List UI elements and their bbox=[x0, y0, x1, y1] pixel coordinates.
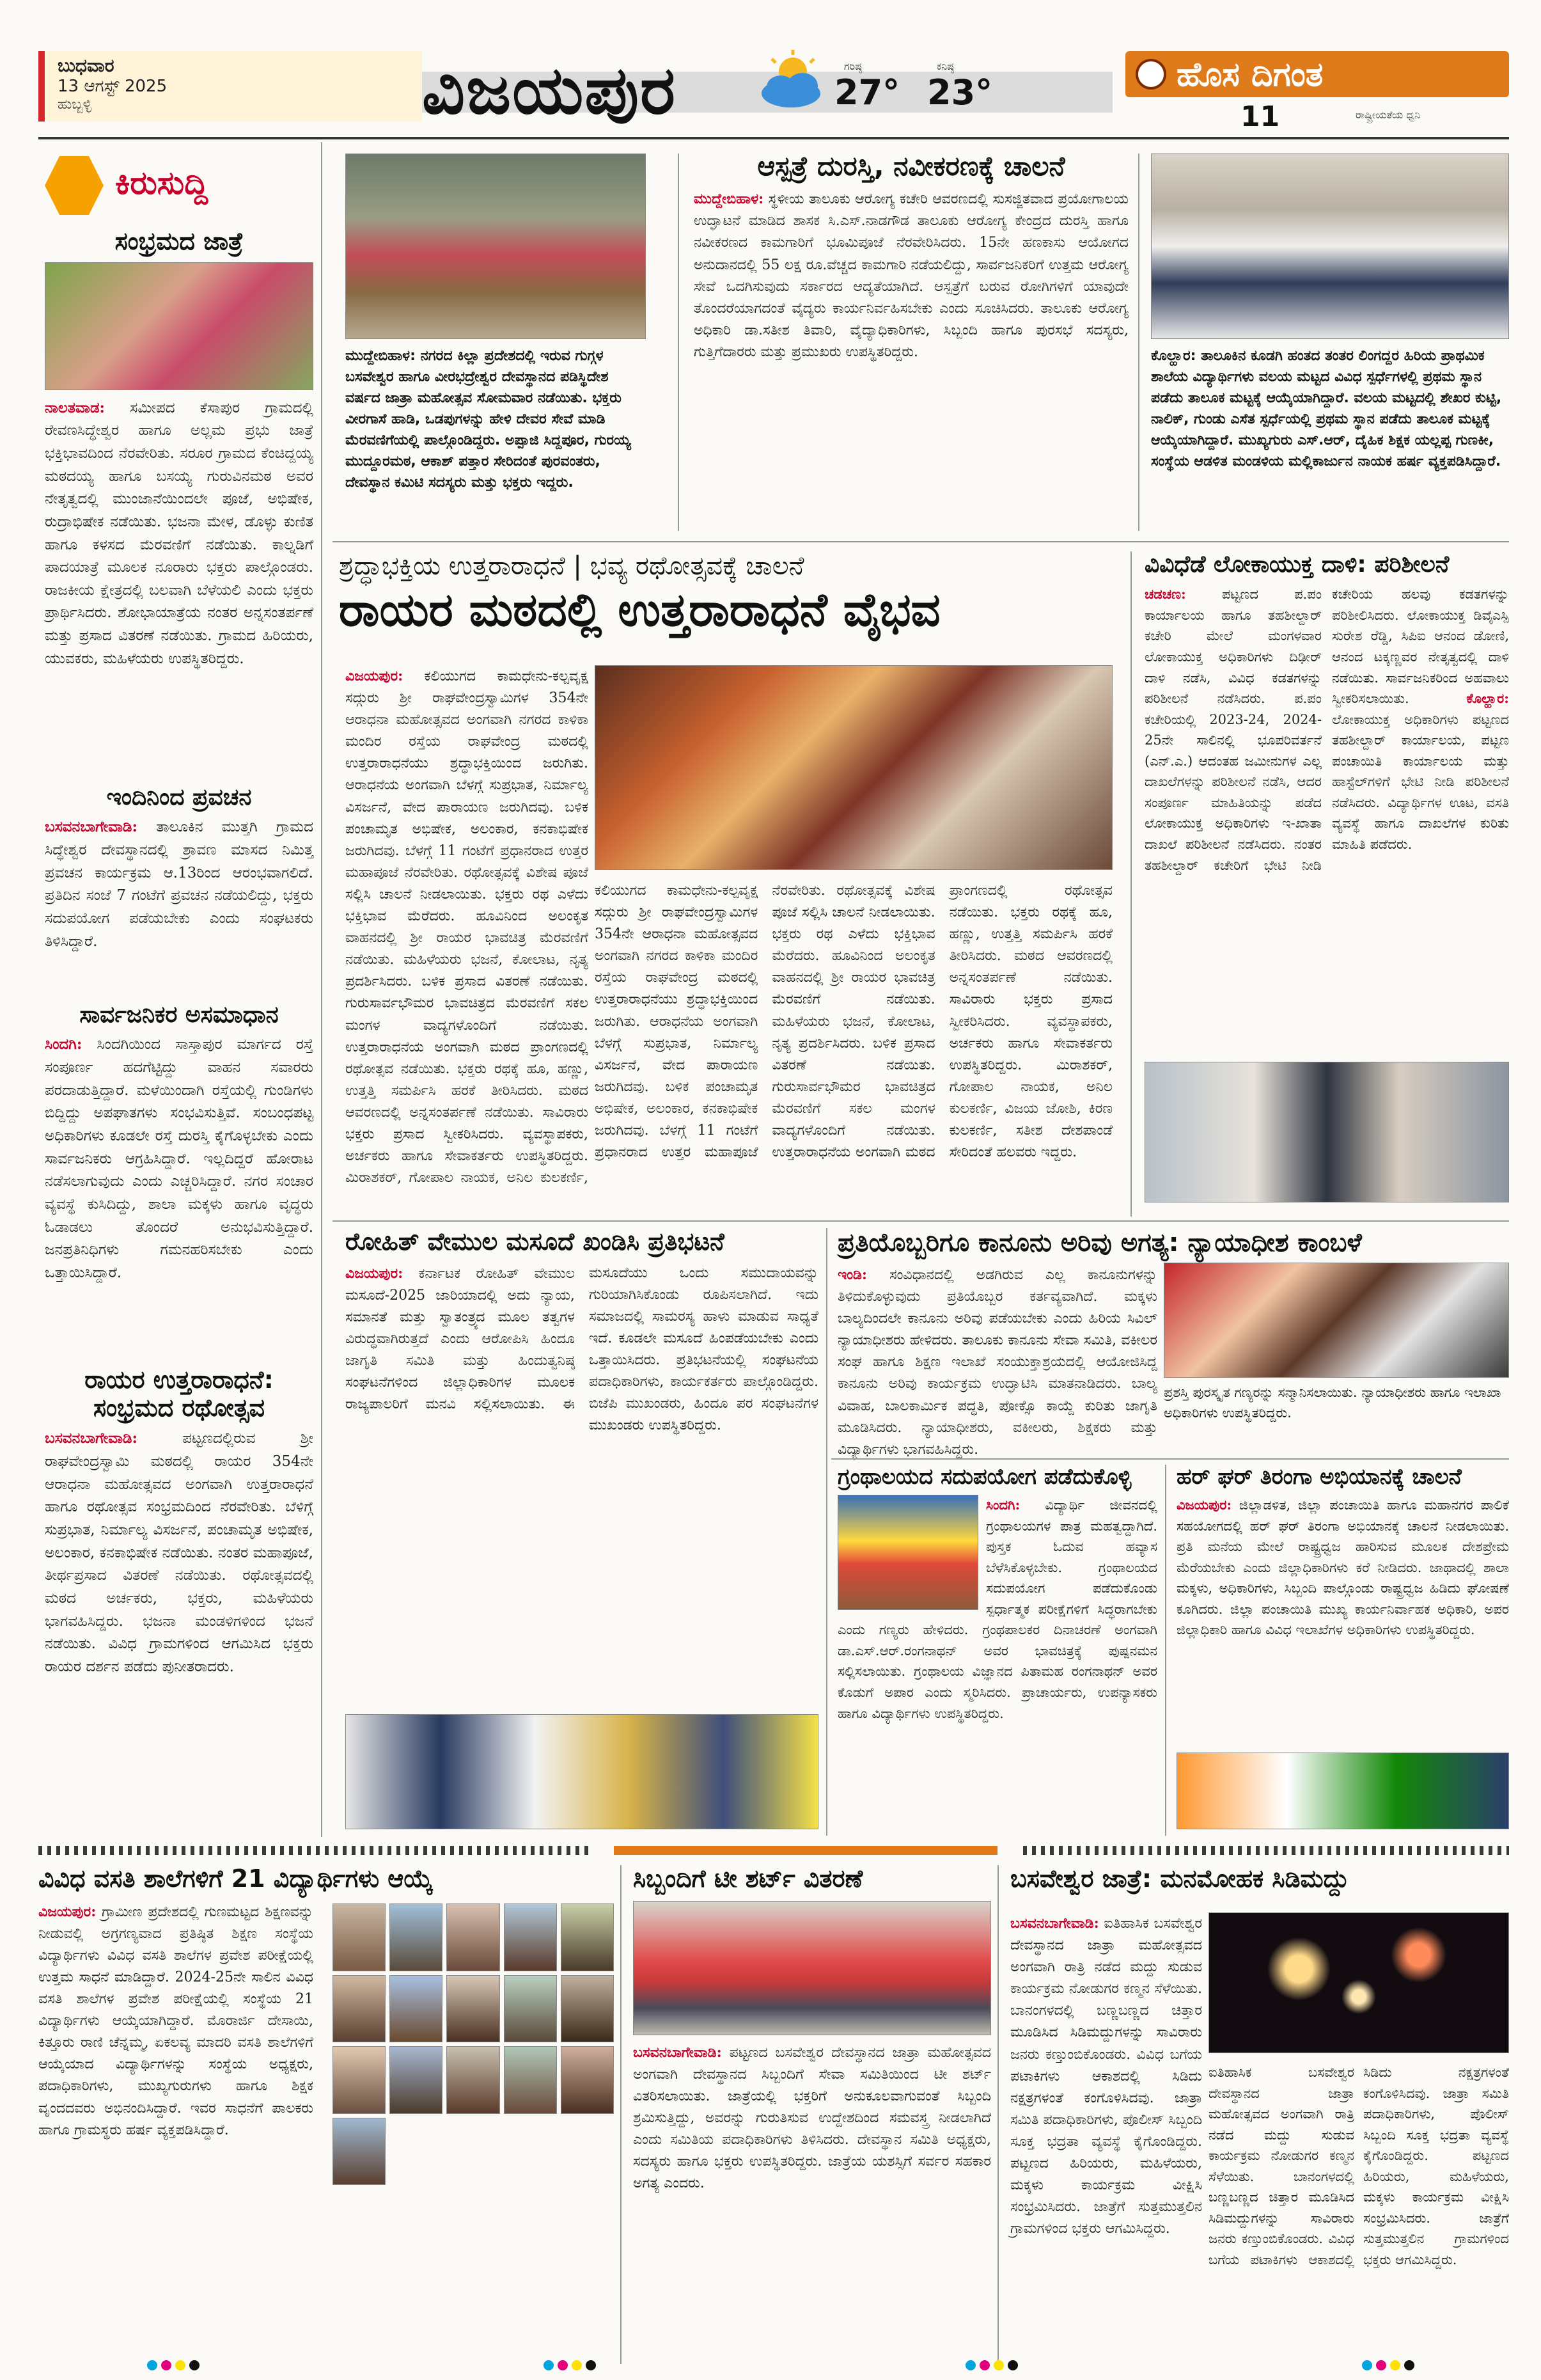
fireworks-body-left: ಬಸವನಬಾಗೇವಾಡಿ: ಐತಿಹಾಸಿಕ ಬಸವೇಶ್ವರ ದೇವಸ್ಥಾನದ ಜಾತ್ರಾ ಮಹೋತ್ಸವದ ಅಂಗವಾಗಿ ರಾತ್ರಿ ನಡೆದ ಮದ್ದು ಸುಡುವ ಕಾರ್ಯಕ್ರಮ ನೋಡುಗರ ಕಣ್ಮನ ಸೆಳೆಯಿತು. ಬಾನಂಗಳದಲ್ಲಿ ಬಣ್ಣಬಣ್ಣದ ಚಿತ್ತಾರ ಮೂಡಿಸಿದ ಸಿಡಿಮದ್ದುಗಳನ್ನು ಸಾವಿರಾರು ಜನರು ಕಣ್ತುಂಬಿಕೊಂಡರು. ವಿವಿಧ ಬಗೆಯ ಪಟಾಕಿಗಳು ಆಕಾಶದಲ್ಲಿ ಸಿಡಿದು ನಕ್ಷತ್ರಗಳಂತೆ ಕಂಗೊಳಿಸಿದವು. ಜಾತ್ರಾ ಸಮಿತಿ ಪದಾಧಿಕಾರಿಗಳು, ಪೊಲೀಸ್ ಸಿಬ್ಬಂದಿ ಸೂಕ್ತ ಭದ್ರತಾ ವ್ಯವಸ್ಥೆ ಕೈಗೊಂಡಿದ್ದರು. ಪಟ್ಟಣದ ಹಿರಿಯರು, ಮಹಿಳೆಯರು, ಮಕ್ಕಳು ಕಾರ್ಯಕ್ರಮ ವೀಕ್ಷಿಸಿ ಸಂಭ್ರಮಿಸಿದರು. ಜಾತ್ರೆಗೆ ಸುತ್ತಮುತ್ತಲಿನ ಗ್ರಾಮಗಳಿಂದ ಭಕ್ತರು ಆಗಮಿಸಿದ್ದರು. bbox=[1010, 1915, 1202, 2237]
fireworks-headline: ಬಸವೇಶ್ವರ ಜಾತ್ರೆ: ಮನಮೋಹಕ ಸಿಡಿಮದ್ದು bbox=[1010, 1864, 1349, 1893]
lokayukta-headline: ವಿವಿಧೆಡೆ ಲೋಕಾಯುಕ್ತ ದಾಳಿ: ಪರಿಶೀಲನೆ bbox=[1145, 551, 1450, 578]
tiranga-headline: ಹರ್ ಘರ್ ತಿರಂಗಾ ಅಭಿಯಾನಕ್ಕೆ ಚಾಲನೆ bbox=[1177, 1464, 1462, 1490]
rohith-story bbox=[345, 1228, 818, 1723]
lead-headline: ರಾಯರ ಮಠದಲ್ಲಿ ಉತ್ತರಾರಾಧನೆ ವೈಭವ bbox=[339, 583, 941, 636]
rohith-headline: ರೋಹಿತ್ ವೇಮುಲ ಮಸೂದೆ ಖಂಡಿಸಿ ಪ್ರತಿಭಟನೆ bbox=[345, 1227, 724, 1256]
law-body: ಇಂಡಿ: ಸಂವಿಧಾನದಲ್ಲಿ ಅಡಗಿರುವ ಎಲ್ಲ ಕಾನೂನುಗಳನ್ನು ತಿಳಿದುಕೊಳ್ಳುವುದು ಪ್ರತಿಯೊಬ್ಬರ ಕರ್ತವ್ಯವಾಗಿದೆ. ಮಕ್ಕಳು ಬಾಲ್ಯದಿಂದಲೇ ಕಾನೂನು ಅರಿವು ಪಡೆಯಬೇಕು ಎಂದು ಹಿರಿಯ ಸಿವಿಲ್ ನ್ಯಾಯಾಧೀಶರು ಹೇಳಿದರು. ತಾಲೂಕು ಕಾನೂನು ಸೇವಾ ಸಮಿತಿ, ವಕೀಲರ ಸಂಘ ಹಾಗೂ ಶಿಕ್ಷಣ ಇಲಾಖೆ ಸಂಯುಕ್ತಾಶ್ರಯದಲ್ಲಿ ಆಯೋಜಿಸಿದ್ದ ಕಾನೂನು ಅರಿವು ಕಾರ್ಯಕ್ರಮ ಉದ್ಘಾಟಿಸಿ ಮಾತನಾಡಿದರು. ಬಾಲ್ಯ ವಿವಾಹ, ಬಾಲಕಾರ್ಮಿಕ ಪದ್ಧತಿ, ಪೋಕ್ಸೊ ಕಾಯ್ದೆ ಕುರಿತು ಜಾಗೃತಿ ಮೂಡಿಸಿದರು. ನ್ಯಾಯಾಧೀಶರು, ವಕೀಲರು, ಶಿಕ್ಷಕರು ಮತ್ತು ವಿದ್ಯಾರ್ಥಿಗಳು ಭಾಗವಹಿಸಿದ್ದರು. bbox=[838, 1266, 1157, 1458]
tshirt-photo bbox=[633, 1901, 991, 2035]
students-body: ವಿಜಯಪುರ: ಗ್ರಾಮೀಣ ಪ್ರದೇಶದಲ್ಲಿ ಗುಣಮಟ್ಟದ ಶಿಕ್ಷಣವನ್ನು ನೀಡುವಲ್ಲಿ ಅಗ್ರಗಣ್ಯವಾದ ಪ್ರತಿಷ್ಠಿತ ಶಿಕ್ಷಣ ಸಂಸ್ಥೆಯ ವಿದ್ಯಾರ್ಥಿಗಳು ವಿವಿಧ ವಸತಿ ಶಾಲೆಗಳ ಪ್ರವೇಶ ಪರೀಕ್ಷೆಯಲ್ಲಿ ಉತ್ತಮ ಸಾಧನೆ ಮಾಡಿದ್ದಾರೆ. 2024-25ನೇ ಸಾಲಿನ ವಿವಿಧ ವಸತಿ ಶಾಲೆಗಳ ಪ್ರವೇಶ ಪರೀಕ್ಷೆಯಲ್ಲಿ ಸಂಸ್ಥೆಯ 21 ವಿದ್ಯಾರ್ಥಿಗಳು ಆಯ್ಕೆಯಾಗಿದ್ದಾರೆ. ಮೊರಾರ್ಜಿ ದೇಸಾಯಿ, ಕಿತ್ತೂರು ರಾಣಿ ಚೆನ್ನಮ್ಮ, ಏಕಲವ್ಯ ಮಾದರಿ ವಸತಿ ಶಾಲೆಗಳಿಗೆ ಆಯ್ಕೆಯಾದ ವಿದ್ಯಾರ್ಥಿಗಳನ್ನು ಸಂಸ್ಥೆಯ ಅಧ್ಯಕ್ಷರು, ಪದಾಧಿಕಾರಿಗಳು, ಮುಖ್ಯಗುರುಗಳು ಹಾಗೂ ಶಿಕ್ಷಕ ವೃಂದದವರು ಅಭಿನಂದಿಸಿದ್ದಾರೆ. ಇವರ ಸಾಧನೆಗೆ ಪಾಲಕರು ಹಾಗೂ ಗ್ರಾಮಸ್ಥರು ಹರ್ಷ ವ್ಯಕ್ತಪಡಿಸಿದ್ದಾರೆ. bbox=[38, 1903, 313, 2138]
kirusuddi-badge bbox=[45, 151, 313, 221]
story-asamadhana-body: ಸಿಂದಗಿ: ಸಿಂದಗಿಯಿಂದ ಸಾಸ್ತಾಪುರ ಮಾರ್ಗದ ರಸ್ತೆ ಸಂಪೂರ್ಣ ಹದಗೆಟ್ಟಿದ್ದು ವಾಹನ ಸವಾರರು ಪರದಾಡುತ್ತಿದ್ದಾರೆ. ಮಳೆಯಿಂದಾಗಿ ರಸ್ತೆಯಲ್ಲಿ ಗುಂಡಿಗಳು ಬಿದ್ದಿದ್ದು ಅಪಘಾತಗಳು ಸಂಭವಿಸುತ್ತಿವೆ. ಸಂಬಂಧಪಟ್ಟ ಅಧಿಕಾರಿಗಳು ಕೂಡಲೇ ರಸ್ತೆ ದುರಸ್ತಿ ಕೈಗೊಳ್ಳಬೇಕು ಎಂದು ಸಾರ್ವಜನಿಕರು ಆಗ್ರಹಿಸಿದ್ದಾರೆ. ಇಲ್ಲದಿದ್ದರೆ ಹೋರಾಟ ನಡೆಸಲಾಗುವುದು ಎಂದು ಎಚ್ಚರಿಸಿದ್ದಾರೆ. ನಗರ ಸಂಚಾರ ವ್ಯವಸ್ಥೆ ಕುಸಿದಿದ್ದು, ಶಾಲಾ ಮಕ್ಕಳು ಹಾಗೂ ವೃದ್ಧರು ಓಡಾಡಲು ತೊಂದರೆ ಅನುಭವಿಸುತ್ತಿದ್ದಾರೆ. ಜನಪ್ರತಿನಿಧಿಗಳು ಗಮನಹರಿಸಬೇಕು ಎಂದು ಒತ್ತಾಯಿಸಿದ್ದಾರೆ. bbox=[45, 1036, 314, 1281]
page-number: 11 bbox=[1240, 100, 1280, 133]
hospital-headline: ಆಸ್ಪತ್ರೆ ದುರಸ್ತಿ, ನವೀಕರಣಕ್ಕೆ ಚಾಲನೆ bbox=[757, 150, 1065, 182]
story-pravachana-body: ಬಸವನಬಾಗೇವಾಡಿ: ತಾಲೂಕಿನ ಮುತ್ತಗಿ ಗ್ರಾಮದ ಸಿದ್ಧೇಶ್ವರ ದೇವಸ್ಥಾನದಲ್ಲಿ ಶ್ರಾವಣ ಮಾಸದ ನಿಮಿತ್ತ ಪ್ರವಚನ ಕಾರ್ಯಕ್ರಮ ಆ.13ರಿಂದ ಆರಂಭವಾಗಲಿದೆ. ಪ್ರತಿದಿನ ಸಂಜೆ 7 ಗಂಟೆಗೆ ಪ್ರವಚನ ನಡೆಯಲಿದ್ದು, ಭಕ್ತರು ಸದುಪಯೋಗ ಪಡೆಯಬೇಕು ಎಂದು ಸಂಘಟಕರು ತಿಳಿಸಿದ್ದಾರೆ. bbox=[45, 818, 314, 950]
tshirt-story bbox=[633, 1865, 991, 2349]
brand-logo-icon bbox=[1136, 59, 1166, 90]
lead-story bbox=[339, 551, 1125, 636]
kirusuddi-icon bbox=[45, 156, 104, 215]
library-body: ಸಿಂದಗಿ: ವಿದ್ಯಾರ್ಥಿ ಜೀವನದಲ್ಲಿ ಗ್ರಂಥಾಲಯಗಳ ಪಾತ್ರ ಮಹತ್ವದ್ದಾಗಿದೆ. ಪುಸ್ತಕ ಓದುವ ಹವ್ಯಾಸ ಬೆಳೆಸಿಕೊಳ್ಳಬೇಕು. ಗ್ರಂಥಾಲಯದ ಸದುಪಯೋಗ ಪಡೆದುಕೊಂಡು ಸ್ಪರ್ಧಾತ್ಮಕ ಪರೀಕ್ಷೆಗಳಿಗೆ ಸಿದ್ಧರಾಗಬೇಕು ಎಂದು ಗಣ್ಯರು ಹೇಳಿದರು. ಗ್ರಂಥಪಾಲಕರ ದಿನಾಚರಣೆ ಅಂಗವಾಗಿ ಡಾ.ಎಸ್.ಆರ್.ರಂಗನಾಥನ್ ಅವರ ಭಾವಚಿತ್ರಕ್ಕೆ ಪುಷ್ಪನಮನ ಸಲ್ಲಿಸಲಾಯಿತು. ಗ್ರಂಥಾಲಯ ವಿಜ್ಞಾನದ ಪಿತಾಮಹ ರಂಗನಾಥನ್ ಅವರ ಕೊಡುಗೆ ಅಪಾರ ಎಂದು ಸ್ಮರಿಸಿದರು. ಪ್ರಾಚಾರ್ಯರು, ಉಪನ್ಯಾಸಕರು ಹಾಗೂ ವಿದ್ಯಾರ್ಥಿಗಳು ಉಪಸ್ಥಿತರಿದ್ದರು. bbox=[838, 1497, 1157, 1721]
weather-max: 27° bbox=[834, 72, 900, 113]
lead-body-left: ವಿಜಯಪುರ: ಕಲಿಯುಗದ ಕಾಮಧೇನು-ಕಲ್ಪವೃಕ್ಷ ಸದ್ಗುರು ಶ್ರೀ ರಾಘವೇಂದ್ರಸ್ವಾಮಿಗಳ 354ನೇ ಆರಾಧನಾ ಮಹೋತ್ಸವದ ಅಂಗವಾಗಿ ನಗರದ ಕಾಳಿಕಾ ಮಂದಿರ ರಸ್ತೆಯ ರಾಘವೇಂದ್ರ ಮಠದಲ್ಲಿ ಉತ್ತರಾರಾಧನೆಯು ಶ್ರದ್ಧಾಭಕ್ತಿಯಿಂದ ಜರುಗಿತು. ಆರಾಧನೆಯ ಅಂಗವಾಗಿ ಬೆಳಗ್ಗೆ ಸುಪ್ರಭಾತ, ನಿರ್ಮಾಲ್ಯ ವಿಸರ್ಜನೆ, ವೇದ ಪಾರಾಯಣ ಜರುಗಿದವು. ಬಳಿಕ ಪಂಚಾಮೃತ ಅಭಿಷೇಕ, ಅಲಂಕಾರ, ಕನಕಾಭಿಷೇಕ ಜರುಗಿದವು. ಬೆಳಗ್ಗೆ 11 ಗಂಟೆಗೆ ಪ್ರಧಾನರಾದ ಉತ್ತರ ಮಹಾಪೂಜೆ ನೆರವೇರಿತು. ರಥೋತ್ಸವಕ್ಕೆ ವಿಶೇಷ ಪೂಜೆ ಸಲ್ಲಿಸಿ ಚಾಲನೆ ನೀಡಲಾಯಿತು. ಭಕ್ತರು ರಥ ಎಳೆದು ಭಕ್ತಿಭಾವ ಮೆರೆದರು. ಹೂವಿನಿಂದ ಅಲಂಕೃತ ವಾಹನದಲ್ಲಿ ಶ್ರೀ ರಾಯರ ಭಾವಚಿತ್ರ ಮೆರವಣಿಗೆ ನಡೆಯಿತು. ಮಹಿಳೆಯರು ಭಜನೆ, ಕೋಲಾಟ, ನೃತ್ಯ ಪ್ರದರ್ಶಿಸಿದರು. ಬಳಿಕ ಪ್ರಸಾದ ವಿತರಣೆ ನಡೆಯಿತು. ಗುರುಸಾರ್ವಭೌಮರ ಭಾವಚಿತ್ರದ ಮೆರವಣಿಗೆ ಸಕಲ ಮಂಗಳ ವಾದ್ಯಗಳೊಂದಿಗೆ ನಡೆಯಿತು. ಉತ್ತರಾರಾಧನೆಯ ಅಂಗವಾಗಿ ಮಠದ ಪ್ರಾಂಗಣದಲ್ಲಿ ರಥೋತ್ಸವ ನಡೆಯಿತು. ಭಕ್ತರು ರಥಕ್ಕೆ ಹೂ, ಹಣ್ಣು, ಉತ್ತತ್ತಿ ಸಮರ್ಪಿಸಿ ಹರಕೆ ತೀರಿಸಿದರು. ಮಠದ ಆವರಣದಲ್ಲಿ ಅನ್ನಸಂತರ್ಪಣೆ ನಡೆಯಿತು. ಸಾವಿರಾರು ಭಕ್ತರು ಪ್ರಸಾದ ಸ್ವೀಕರಿಸಿದರು. ವ್ಯವಸ್ಥಾಪಕರು, ಅರ್ಚಕರು ಹಾಗೂ ಸೇವಾಕರ್ತರು ಉಪಸ್ಥಿತರಿದ್ದರು. ಮಿರಾಶಕರ್, ಗೋಪಾಲ ನಾಯಕ, ಅನಿಲ ಕುಲಕರ್ಣಿ, bbox=[345, 668, 589, 1186]
registration-marks bbox=[147, 2360, 1426, 2373]
masthead-rule bbox=[38, 137, 1509, 139]
story-asamadhana bbox=[45, 1002, 313, 1378]
law-caption: ಪ್ರಶಸ್ತಿ ಪುರಸ್ಕೃತ ಗಣ್ಯರನ್ನು ಸನ್ಮಾನಿಸಲಾಯಿತು. ನ್ಯಾಯಾಧೀಶರು ಹಾಗೂ ಇಲಾಖಾ ಅಧಿಕಾರಿಗಳು ಉಪಸ್ಥಿತರಿದ್ದರು. bbox=[1164, 1385, 1501, 1421]
brand-name: ಹೊಸ ದಿಗಂತ bbox=[1177, 56, 1324, 94]
masthead-day: ಬುಧವಾರ bbox=[58, 55, 114, 76]
rohith-photo bbox=[345, 1714, 818, 1829]
fireworks-story bbox=[1010, 1865, 1509, 1901]
story-rathotsava bbox=[45, 1366, 313, 1875]
masthead-date: 13 ಆಗಸ್ಟ್ 2025 bbox=[58, 77, 168, 96]
rohith-body: ವಿಜಯಪುರ: ಕರ್ನಾಟಕ ರೋಹಿತ್ ವೇಮುಲ ಮಸೂದೆ-2025 ಜಾರಿಯಾದಲ್ಲಿ ಅದು ನ್ಯಾಯ, ಸಮಾನತೆ ಮತ್ತು ಸ್ವಾತಂತ್ರ್ಯದ ಮೂಲ ತತ್ವಗಳ ವಿರುದ್ಧವಾಗಿರುತ್ತದೆ ಎಂದು ಆರೋಪಿಸಿ ಹಿಂದೂ ಜಾಗೃತಿ ಸಮಿತಿ ಮತ್ತು ಹಿಂದುತ್ವನಿಷ್ಠ ಸಂಘಟನೆಗಳಿಂದ ಜಿಲ್ಲಾಧಿಕಾರಿಗಳ ಮೂಲಕ ರಾಜ್ಯಪಾಲರಿಗೆ ಮನವಿ ಸಲ್ಲಿಸಲಾಯಿತು. ಈ ಮಸೂದೆಯು ಒಂದು ಸಮುದಾಯವನ್ನು ಗುರಿಯಾಗಿಸಿಕೊಂಡು ರೂಪಿಸಲಾಗಿದೆ. ಇದು ಸಮಾಜದಲ್ಲಿ ಸಾಮರಸ್ಯ ಹಾಳು ಮಾಡುವ ಸಾಧ್ಯತೆ ಇದೆ. ಕೂಡಲೇ ಮಸೂದೆ ಹಿಂಪಡೆಯಬೇಕು ಎಂದು ಒತ್ತಾಯಿಸಿದರು. ಪ್ರತಿಭಟನೆಯಲ್ಲಿ ಸಂಘಟನೆಯ ಪದಾಧಿಕಾರಿಗಳು, ಕಾರ್ಯಕರ್ತರು ಪಾಲ್ಗೊಂಡಿದ್ದರು. ಬಿಜೆಪಿ ಮುಖಂಡರು, ಹಿಂದೂ ಪರ ಸಂಘಟನೆಗಳ ಮುಖಂಡರು ಉಪಸ್ಥಿತರಿದ್ದರು. bbox=[345, 1265, 818, 1434]
hospital-story bbox=[694, 151, 1129, 521]
kirusuddi-label: ಕಿರುಸುದ್ದಿ bbox=[115, 164, 208, 201]
students-photo-grid bbox=[332, 1903, 614, 2185]
law-headline: ಪ್ರತಿಯೊಬ್ಬರಿಗೂ ಕಾನೂನು ಅರಿವು ಅಗತ್ಯ: ನ್ಯಾಯಾಧೀಶ ಕಾಂಬಳೆ bbox=[838, 1228, 1362, 1257]
school-event-caption: ಕೊಲ್ಹಾರ: ತಾಲೂಕಿನ ಕೂಡಗಿ ಹಂತದ ತಂತರ ಲಿಂಗದ್ದರ ಹಿರಿಯ ಪ್ರಾಥಮಿಕ ಶಾಲೆಯ ವಿದ್ಯಾರ್ಥಿಗಳು ವಲಯ ಮಟ್ಟದ ವಿವಿಧ ಸ್ಪರ್ಧೆಗಳಲ್ಲಿ ಪ್ರಥಮ ಸ್ಥಾನ ಪಡೆದು ತಾಲೂಕ ಮಟ್ಟಕ್ಕೆ ಆಯ್ಕೆಯಾಗಿದ್ದಾರೆ. ವಲಯ ಮಟ್ಟದಲ್ಲಿ ಶೇಖರ ಕುಟ್ಟಿ, ನಾಲಿಕ್, ಗುಂಡು ಎಸೆತ ಸ್ಪರ್ಧೆಯಲ್ಲಿ ಪ್ರಥಮ ಸ್ಥಾನ ಪಡೆದು ತಾಲೂಕ ಮಟ್ಟಕ್ಕೆ ಆಯ್ಕೆಯಾಗಿದ್ದಾರೆ. ಮುಖ್ಯಗುರು ಎಸ್.ಆರ್, ದೈಹಿಕ ಶಿಕ್ಷಕ ಯಲ್ಲಪ್ಪ ಗುಣಕೀ, ಸಂಸ್ಥೆಯ ಆಡಳಿತ ಮಂಡಳಿಯ ಮಲ್ಲಿಕಾರ್ಜುನ ನಾಯಕ ಹರ್ಷ ವ್ಯಕ್ತಪಡಿಸಿದ್ದಾರೆ. bbox=[1151, 348, 1502, 469]
tshirt-headline: ಸಿಬ್ಬಂದಿಗೆ ಟೀ ಶರ್ಟ್ ವಿತರಣೆ bbox=[633, 1864, 863, 1893]
date-box bbox=[38, 51, 422, 122]
city-title: ವಿಜಯಪುರ bbox=[422, 51, 677, 129]
students-headline: ವಿವಿಧ ವಸತಿ ಶಾಲೆಗಳಿಗೆ 21 ವಿದ್ಯಾರ್ಥಿಗಳು ಆಯ್ಕೆ bbox=[38, 1864, 434, 1893]
library-headline: ಗ್ರಂಥಾಲಯದ ಸದುಪಯೋಗ ಪಡೆದುಕೊಳ್ಳಿ bbox=[838, 1464, 1132, 1490]
weather-min-label: ಕನಿಷ್ಠ bbox=[937, 60, 954, 72]
tiranga-story bbox=[1177, 1465, 1509, 1751]
story-pravachana-headline: ಇಂದಿನಿಂದ ಪ್ರವಚನ bbox=[106, 784, 252, 810]
fireworks-body-right: ಐತಿಹಾಸಿಕ ಬಸವೇಶ್ವರ ದೇವಸ್ಥಾನದ ಜಾತ್ರಾ ಮಹೋತ್ಸವದ ಅಂಗವಾಗಿ ರಾತ್ರಿ ನಡೆದ ಮದ್ದು ಸುಡುವ ಕಾರ್ಯಕ್ರಮ ನೋಡುಗರ ಕಣ್ಮನ ಸೆಳೆಯಿತು. ಬಾನಂಗಳದಲ್ಲಿ ಬಣ್ಣಬಣ್ಣದ ಚಿತ್ತಾರ ಮೂಡಿಸಿದ ಸಿಡಿಮದ್ದುಗಳನ್ನು ಸಾವಿರಾರು ಜನರು ಕಣ್ತುಂಬಿಕೊಂಡರು. ವಿವಿಧ ಬಗೆಯ ಪಟಾಕಿಗಳು ಆಕಾಶದಲ್ಲಿ ಸಿಡಿದು ನಕ್ಷತ್ರಗಳಂತೆ ಕಂಗೊಳಿಸಿದವು. ಜಾತ್ರಾ ಸಮಿತಿ ಪದಾಧಿಕಾರಿಗಳು, ಪೊಲೀಸ್ ಸಿಬ್ಬಂದಿ ಸೂಕ್ತ ಭದ್ರತಾ ವ್ಯವಸ್ಥೆ ಕೈಗೊಂಡಿದ್ದರು. ಪಟ್ಟಣದ ಹಿರಿಯರು, ಮಹಿಳೆಯರು, ಮಕ್ಕಳು ಕಾರ್ಯಕ್ರಮ ವೀಕ್ಷಿಸಿ ಸಂಭ್ರಮಿಸಿದರು. ಜಾತ್ರೆಗೆ ಸುತ್ತಮುತ್ತಲಿನ ಗ್ರಾಮಗಳಿಂದ ಭಕ್ತರು ಆಗಮಿಸಿದ್ದರು. bbox=[1209, 2065, 1509, 2267]
lead-photo bbox=[595, 665, 1113, 870]
story-asamadhana-headline: ಸಾರ್ವಜನಿಕರ ಅಸಮಾಧಾನ bbox=[79, 1002, 279, 1028]
lokayukta-story bbox=[1145, 551, 1509, 1057]
story-jatre-photo bbox=[45, 262, 313, 390]
weather-max-label: ಗರಿಷ್ಠ bbox=[844, 60, 862, 72]
fireworks-photo bbox=[1209, 1912, 1509, 2053]
tiranga-photo bbox=[1177, 1753, 1509, 1829]
lead-kicker: ಶ್ರದ್ಧಾಭಕ್ತಿಯ ಉತ್ತರಾರಾಧನೆ | ಭವ್ಯ ರಥೋತ್ಸವಕ್ಕೆ ಚಾಲನೆ bbox=[339, 551, 804, 581]
masthead bbox=[0, 0, 1541, 147]
jatre-procession-caption: ಮುದ್ದೇಬಿಹಾಳ: ನಗರದ ಕಿಲ್ಲಾ ಪ್ರದೇಶದಲ್ಲಿ ಇರುವ ಗುಗ್ಗಳ ಬಸವೇಶ್ವರ ಹಾಗೂ ವೀರಭದ್ರೇಶ್ವರ ದೇವಸ್ಥಾನದ ಪಡಿಸ್ಥಿದೇಶ ವರ್ಷದ ಜಾತ್ರಾ ಮಹೋತ್ಸವ ಸೋಮವಾರ ನಡೆಯಿತು. ಭಕ್ತರು ವೀರಗಾಸೆ ಹಾಡಿ, ಒಡಪುಗಳನ್ನು ಹೇಳಿ ದೇವರ ಸೇವೆ ಮಾಡಿ ಮೆರವಣಿಗೆಯಲ್ಲಿ ಪಾಲ್ಗೊಂಡಿದ್ದರು. ಅಪ್ಪಾಜಿ ಸಿದ್ದಪೂರ, ಗುರಯ್ಯ ಮುದ್ದೂರಮಠ, ಆಕಾಶ್ ಪತ್ತಾರ ಸೇರಿದಂತೆ ಪುರವಂತರು, ದೇವಸ್ಥಾನ ಕಮಿಟಿ ಸದಸ್ಯರು ಮತ್ತು ಭಕ್ತರು ಇದ್ದರು. bbox=[345, 348, 631, 491]
jatre-procession-photo bbox=[345, 154, 646, 339]
lokayukta-photo bbox=[1145, 1062, 1509, 1202]
law-photo bbox=[1164, 1263, 1509, 1378]
lokayukta-body: ಚಡಚಣ: ಪಟ್ಟಣದ ಪ.ಪಂ ಕಾರ್ಯಾಲಯ ಹಾಗೂ ತಹಶೀಲ್ದಾರ್ ಕಚೇರಿ ಮೇಲೆ ಮಂಗಳವಾರ ಲೋಕಾಯುಕ್ತ ಅಧಿಕಾರಿಗಳು ದಿಢೀರ್ ದಾಳಿ ನಡೆಸಿ, ವಿವಿಧ ಕಡತಗಳನ್ನು ಪರಿಶೀಲನೆ ನಡೆಸಿದರು. ಪ.ಪಂ ಕಚೇರಿಯಲ್ಲಿ 2023-24, 2024-25ನೇ ಸಾಲಿನಲ್ಲಿ ಭೂಪರಿವರ್ತನೆ (ಎನ್.ಎ.) ಆದಂತಹ ಜಮೀನುಗಳ ಎಲ್ಲ ದಾಖಲೆಗಳನ್ನು ಪರಿಶೀಲನೆ ನಡೆಸಿ, ಆದರ ಸಂಪೂರ್ಣ ಮಾಹಿತಿಯನ್ನು ಪಡೆದ ಲೋಕಾಯುಕ್ತ ಅಧಿಕಾರಿಗಳು ಇ-ಖಾತಾ ದಾಖಲೆ ಪರಿಶೀಲನೆ ನಡೆಸಿದರು. ನಂತರ ತಹಶೀಲ್ದಾರ್ ಕಚೇರಿಗೆ ಭೇಟಿ ನೀಡಿ ಕಚೇರಿಯ ಹಲವು ಕಡತಗಳನ್ನು ಪರಿಶೀಲಿಸಿದರು. ಲೋಕಾಯುಕ್ತ ಡಿವೈಎಸ್ಪಿ ಸುರೇಶ ರೆಡ್ಡಿ, ಸಿಪಿಐ ಆನಂದ ಡೋಣಿ, ಆನಂದ ಟಕ್ಕಣ್ಣವರ ನೇತೃತ್ವದಲ್ಲಿ ದಾಳಿ ನಡೆಯಿತು. ಸಾರ್ವಜನಿಕರಿಂದ ಅಹವಾಲು ಸ್ವೀಕರಿಸಲಾಯಿತು. ಕೊಲ್ಹಾರ: ಲೋಕಾಯುಕ್ತ ಅಧಿಕಾರಿಗಳು ಪಟ್ಟಣದ ತಹಶೀಲ್ದಾರ್ ಕಾರ್ಯಾಲಯ, ಪಟ್ಟಣ ಪಂಚಾಯಿತಿ ಕಾರ್ಯಾಲಯ ಮತ್ತು ಹಾಸ್ಟೆಲ್‌ಗಳಿಗೆ ಭೇಟಿ ನೀಡಿ ಪರಿಶೀಲನೆ ನಡೆಸಿದರು. ವಿದ್ಯಾರ್ಥಿಗಳ ಊಟ, ವಸತಿ ವ್ಯವಸ್ಥೆ ಹಾಗೂ ದಾಖಲೆಗಳ ಕುರಿತು ಮಾಹಿತಿ ಪಡೆದರು. bbox=[1145, 586, 1509, 873]
brand-tagline: ರಾಷ್ಟ್ರೀಯತೆಯ ಧ್ವನಿ bbox=[1356, 109, 1421, 121]
school-event-photo bbox=[1151, 154, 1509, 339]
story-pravachana bbox=[45, 784, 313, 1007]
weather-icon bbox=[758, 50, 828, 114]
weather-min: 23° bbox=[927, 72, 993, 113]
tshirt-body: ಬಸವನಬಾಗೇವಾಡಿ: ಪಟ್ಟಣದ ಬಸವೇಶ್ವರ ದೇವಸ್ಥಾನದ ಜಾತ್ರಾ ಮಹೋತ್ಸವದ ಅಂಗವಾಗಿ ದೇವಸ್ಥಾನದ ಸಿಬ್ಬಂದಿಗೆ ಸೇವಾ ಸಮಿತಿಯಿಂದ ಟೀ ಶರ್ಟ್ ವಿತರಿಸಲಾಯಿತು. ಜಾತ್ರೆಯಲ್ಲಿ ಭಕ್ತರಿಗೆ ಅನುಕೂಲವಾಗುವಂತೆ ಸಿಬ್ಬಂದಿ ಶ್ರಮಿಸುತ್ತಿದ್ದು, ಅವರನ್ನು ಗುರುತಿಸುವ ಉದ್ದೇಶದಿಂದ ಸಮವಸ್ತ್ರ ನೀಡಲಾಗಿದೆ ಎಂದು ಸಮಿತಿಯ ಪದಾಧಿಕಾರಿಗಳು ತಿಳಿಸಿದರು. ದೇವಸ್ಥಾನ ಸಮಿತಿ ಅಧ್ಯಕ್ಷರು, ಸದಸ್ಯರು ಹಾಗೂ ಭಕ್ತರು ಉಪಸ್ಥಿತರಿದ್ದರು. ಜಾತ್ರೆಯ ಯಶಸ್ಸಿಗೆ ಸರ್ವರ ಸಹಕಾರ ಅಗತ್ಯ ಎಂದರು. bbox=[633, 2044, 991, 2192]
library-photo bbox=[838, 1495, 978, 1610]
story-jatre-headline: ಸಂಭ್ರಮದ ಜಾತ್ರೆ bbox=[114, 227, 244, 255]
story-jatre bbox=[45, 228, 313, 752]
library-story bbox=[838, 1465, 1157, 1840]
left-column-rule bbox=[321, 142, 322, 1837]
story-rathotsava-body: ಬಸವನಬಾಗೇವಾಡಿ: ಪಟ್ಟಣದಲ್ಲಿರುವ ಶ್ರೀ ರಾಘವೇಂದ್ರಸ್ವಾಮಿ ಮಠದಲ್ಲಿ ರಾಯರ 354ನೇ ಆರಾಧನಾ ಮಹೋತ್ಸವದ ಅಂಗವಾಗಿ ಉತ್ತರಾರಾಧನೆ ಹಾಗೂ ರಥೋತ್ಸವ ಸಂಭ್ರಮದಿಂದ ನೆರವೇರಿತು. ಬೆಳಿಗ್ಗೆ ಸುಪ್ರಭಾತ, ನಿರ್ಮಾಲ್ಯ ವಿಸರ್ಜನೆ, ಪಂಚಾಮೃತ ಅಭಿಷೇಕ, ಅಲಂಕಾರ, ಕನಕಾಭಿಷೇಕ ನಡೆಯಿತು. ನಂತರ ಮಹಾಪೂಜೆ, ತೀರ್ಥಪ್ರಸಾದ ವಿತರಣೆ ನಡೆಯಿತು. ರಥೋತ್ಸವದಲ್ಲಿ ಮಠದ ಅರ್ಚಕರು, ಭಕ್ತರು, ಮಹಿಳೆಯರು ಭಾಗವಹಿಸಿದ್ದರು. ಭಜನಾ ಮಂಡಳಿಗಳಿಂದ ಭಜನೆ ನಡೆಯಿತು. ವಿವಿಧ ಗ್ರಾಮಗಳಿಂದ ಆಗಮಿಸಿದ ಭಕ್ತರು ರಾಯರ ದರ್ಶನ ಪಡೆದು ಪುನೀತರಾದರು. bbox=[45, 1430, 313, 1675]
story-rathotsava-headline: ರಾಯರ ಉತ್ತರಾರಾಧನೆ: ಸಂಭ್ರಮದ ರಥೋತ್ಸವ bbox=[84, 1366, 274, 1422]
brand-block bbox=[1125, 51, 1509, 133]
story-jatre-body: ನಾಲತವಾಡ: ಸಮೀಪದ ಕೆಸಾಪುರ ಗ್ರಾಮದಲ್ಲಿ ರೇವಣಸಿದ್ಧೇಶ್ವರ ಹಾಗೂ ಅಲ್ಲಮ ಪ್ರಭು ಜಾತ್ರೆ ಭಕ್ತಿಭಾವದಿಂದ ನೆರವೇರಿತು. ಸರೂರ ಗ್ರಾಮದ ಕೆಂಚಿದ್ದಯ್ಯ ಮಠದಯ್ಯ ಹಾಗೂ ಬಸಯ್ಯ ಗುರುವಿನಮಠ ಅವರ ನೇತೃತ್ವದಲ್ಲಿ ಮುಂಜಾನೆಯಿಂದಲೇ ಪೂಜೆ, ಅಭಿಷೇಕ, ರುದ್ರಾಭಿಷೇಕ ನಡೆಯಿತು. ಭಜನಾ ಮೇಳ, ಡೊಳ್ಳು ಕುಣಿತ ಹಾಗೂ ಕಳಸದ ಮೆರವಣಿಗೆ ನಡೆಯಿತು. ಕಾಲ್ನಡಿಗೆ ಪಾದಯಾತ್ರೆ ಮೂಲಕ ನೂರಾರು ಭಕ್ತರು ಪಾಲ್ಗೊಂಡರು. ರಾಜಕೀಯ ಕ್ಷೇತ್ರದಲ್ಲಿ ಬಲವಾಗಿ ಬೆಳೆಯಲಿ ಎಂದು ಭಕ್ತರು ಪ್ರಾರ್ಥಿಸಿದರು. ಶೋಭಾಯಾತ್ರೆಯ ನಂತರ ಅನ್ನಸಂತರ್ಪಣೆ ಮತ್ತು ಪ್ರಸಾದ ವಿತರಣೆ ನಡೆಯಿತು. ಗ್ರಾಮದ ಹಿರಿಯರು, ಯುವಕರು, ಮಹಿಳೆಯರು ಉಪಸ್ಥಿತರಿದ್ದರು. bbox=[45, 398, 314, 667]
section-divider bbox=[38, 1846, 1509, 1855]
masthead-edition: ಹುಬ್ಬಳ್ಳಿ bbox=[58, 97, 92, 113]
hospital-body: ಮುದ್ದೇಬಿಹಾಳ: ಸ್ಥಳೀಯ ತಾಲೂಕು ಆರೋಗ್ಯ ಕಚೇರಿ ಆವರಣದಲ್ಲಿ ಸುಸಜ್ಜಿತವಾದ ಪ್ರಯೋಗಾಲಯ ಉದ್ಘಾಟನೆ ಮಾಡಿದ ಶಾಸಕ ಸಿ.ಎಸ್.ನಾಡಗೌಡ ತಾಲೂಕು ಆರೋಗ್ಯ ಕೇಂದ್ರದ ದುರಸ್ತಿ ಹಾಗೂ ನವೀಕರಣದ ಕಾಮಗಾರಿಗೆ ಭೂಮಿಪೂಜೆ ನೆರವೇರಿಸಿದರು. 15ನೇ ಹಣಕಾಸು ಆಯೋಗದ ಅನುದಾನದಲ್ಲಿ 55 ಲಕ್ಷ ರೂ.ವೆಚ್ಚದ ಕಾಮಗಾರಿ ನಡೆಯಲಿದ್ದು, ಸಾರ್ವಜನಿಕರಿಗೆ ಉತ್ತಮ ಆರೋಗ್ಯ ಸೇವೆ ಒದಗಿಸುವುದು ಸರ್ಕಾರದ ಆದ್ಯತೆಯಾಗಿದೆ. ಆಸ್ಪತ್ರೆಗೆ ಬರುವ ರೋಗಿಗಳಿಗೆ ಯಾವುದೇ ತೊಂದರೆಯಾಗದಂತೆ ವೈದ್ಯರು ಕಾರ್ಯನಿರ್ವಹಿಸಬೇಕು ಎಂದು ಸೂಚಿಸಿದರು. ತಾಲೂಕು ಆರೋಗ್ಯ ಅಧಿಕಾರಿ ಡಾ.ಸತೀಶ ತಿವಾರಿ, ವೈದ್ಯಾಧಿಕಾರಿಗಳು, ಸಿಬ್ಬಂದಿ ಹಾಗೂ ಪುರಸಭೆ ಸದಸ್ಯರು, ಗುತ್ತಿಗೆದಾರರು ಮತ್ತು ಪ್ರಮುಖರು ಉಪಸ್ಥಿತರಿದ್ದರು. bbox=[694, 191, 1129, 360]
lead-body-right: ಕಲಿಯುಗದ ಕಾಮಧೇನು-ಕಲ್ಪವೃಕ್ಷ ಸದ್ಗುರು ಶ್ರೀ ರಾಘವೇಂದ್ರಸ್ವಾಮಿಗಳ 354ನೇ ಆರಾಧನಾ ಮಹೋತ್ಸವದ ಅಂಗವಾಗಿ ನಗರದ ಕಾಳಿಕಾ ಮಂದಿರ ರಸ್ತೆಯ ರಾಘವೇಂದ್ರ ಮಠದಲ್ಲಿ ಉತ್ತರಾರಾಧನೆಯು ಶ್ರದ್ಧಾಭಕ್ತಿಯಿಂದ ಜರುಗಿತು. ಆರಾಧನೆಯ ಅಂಗವಾಗಿ ಬೆಳಗ್ಗೆ ಸುಪ್ರಭಾತ, ನಿರ್ಮಾಲ್ಯ ವಿಸರ್ಜನೆ, ವೇದ ಪಾರಾಯಣ ಜರುಗಿದವು. ಬಳಿಕ ಪಂಚಾಮೃತ ಅಭಿಷೇಕ, ಅಲಂಕಾರ, ಕನಕಾಭಿಷೇಕ ಜರುಗಿದವು. ಬೆಳಗ್ಗೆ 11 ಗಂಟೆಗೆ ಪ್ರಧಾನರಾದ ಉತ್ತರ ಮಹಾಪೂಜೆ ನೆರವೇರಿತು. ರಥೋತ್ಸವಕ್ಕೆ ವಿಶೇಷ ಪೂಜೆ ಸಲ್ಲಿಸಿ ಚಾಲನೆ ನೀಡಲಾಯಿತು. ಭಕ್ತರು ರಥ ಎಳೆದು ಭಕ್ತಿಭಾವ ಮೆರೆದರು. ಹೂವಿನಿಂದ ಅಲಂಕೃತ ವಾಹನದಲ್ಲಿ ಶ್ರೀ ರಾಯರ ಭಾವಚಿತ್ರ ಮೆರವಣಿಗೆ ನಡೆಯಿತು. ಮಹಿಳೆಯರು ಭಜನೆ, ಕೋಲಾಟ, ನೃತ್ಯ ಪ್ರದರ್ಶಿಸಿದರು. ಬಳಿಕ ಪ್ರಸಾದ ವಿತರಣೆ ನಡೆಯಿತು. ಗುರುಸಾರ್ವಭೌಮರ ಭಾವಚಿತ್ರದ ಮೆರವಣಿಗೆ ಸಕಲ ಮಂಗಳ ವಾದ್ಯಗಳೊಂದಿಗೆ ನಡೆಯಿತು. ಉತ್ತರಾರಾಧನೆಯ ಅಂಗವಾಗಿ ಮಠದ ಪ್ರಾಂಗಣದಲ್ಲಿ ರಥೋತ್ಸವ ನಡೆಯಿತು. ಭಕ್ತರು ರಥಕ್ಕೆ ಹೂ, ಹಣ್ಣು, ಉತ್ತತ್ತಿ ಸಮರ್ಪಿಸಿ ಹರಕೆ ತೀರಿಸಿದರು. ಮಠದ ಆವರಣದಲ್ಲಿ ಅನ್ನಸಂತರ್ಪಣೆ ನಡೆಯಿತು. ಸಾವಿರಾರು ಭಕ್ತರು ಪ್ರಸಾದ ಸ್ವೀಕರಿಸಿದರು. ವ್ಯವಸ್ಥಾಪಕರು, ಅರ್ಚಕರು ಹಾಗೂ ಸೇವಾಕರ್ತರು ಉಪಸ್ಥಿತರಿದ್ದರು. ಮಿರಾಶಕರ್, ಗೋಪಾಲ ನಾಯಕ, ಅನಿಲ ಕುಲಕರ್ಣಿ, ವಿಜಯ ಜೋಶಿ, ಕಿರಣ ಕುಲಕರ್ಣಿ, ಸತೀಶ ದೇಶಪಾಂಡೆ ಸೇರಿದಂತೆ ಹಲವರು ಇದ್ದರು. bbox=[595, 883, 1113, 1161]
tiranga-body: ವಿಜಯಪುರ: ಜಿಲ್ಲಾಡಳಿತ, ಜಿಲ್ಲಾ ಪಂಚಾಯಿತಿ ಹಾಗೂ ಮಹಾನಗರ ಪಾಲಿಕೆ ಸಹಯೋಗದಲ್ಲಿ ಹರ್ ಘರ್ ತಿರಂಗಾ ಅಭಿಯಾನಕ್ಕೆ ಚಾಲನೆ ನೀಡಲಾಯಿತು. ಪ್ರತಿ ಮನೆಯ ಮೇಲೆ ರಾಷ್ಟ್ರಧ್ವಜ ಹಾರಿಸುವ ಮೂಲಕ ದೇಶಪ್ರೇಮ ಮೆರೆಯಬೇಕು ಎಂದು ಜಿಲ್ಲಾಧಿಕಾರಿಗಳು ಕರೆ ನೀಡಿದರು. ಜಾಥಾದಲ್ಲಿ ಶಾಲಾ ಮಕ್ಕಳು, ಅಧಿಕಾರಿಗಳು, ಸಿಬ್ಬಂದಿ ಪಾಲ್ಗೊಂಡು ರಾಷ್ಟ್ರಧ್ವಜ ಹಿಡಿದು ಘೋಷಣೆ ಕೂಗಿದರು. ಜಿಲ್ಲಾ ಪಂಚಾಯಿತಿ ಮುಖ್ಯ ಕಾರ್ಯನಿರ್ವಾಹಕ ಅಧಿಕಾರಿ, ಅಪರ ಜಿಲ್ಲಾಧಿಕಾರಿ ಹಾಗೂ ವಿವಿಧ ಇಲಾಖೆಗಳ ಅಧಿಕಾರಿಗಳು ಉಪಸ್ಥಿತರಿದ್ದರು. bbox=[1177, 1497, 1509, 1638]
